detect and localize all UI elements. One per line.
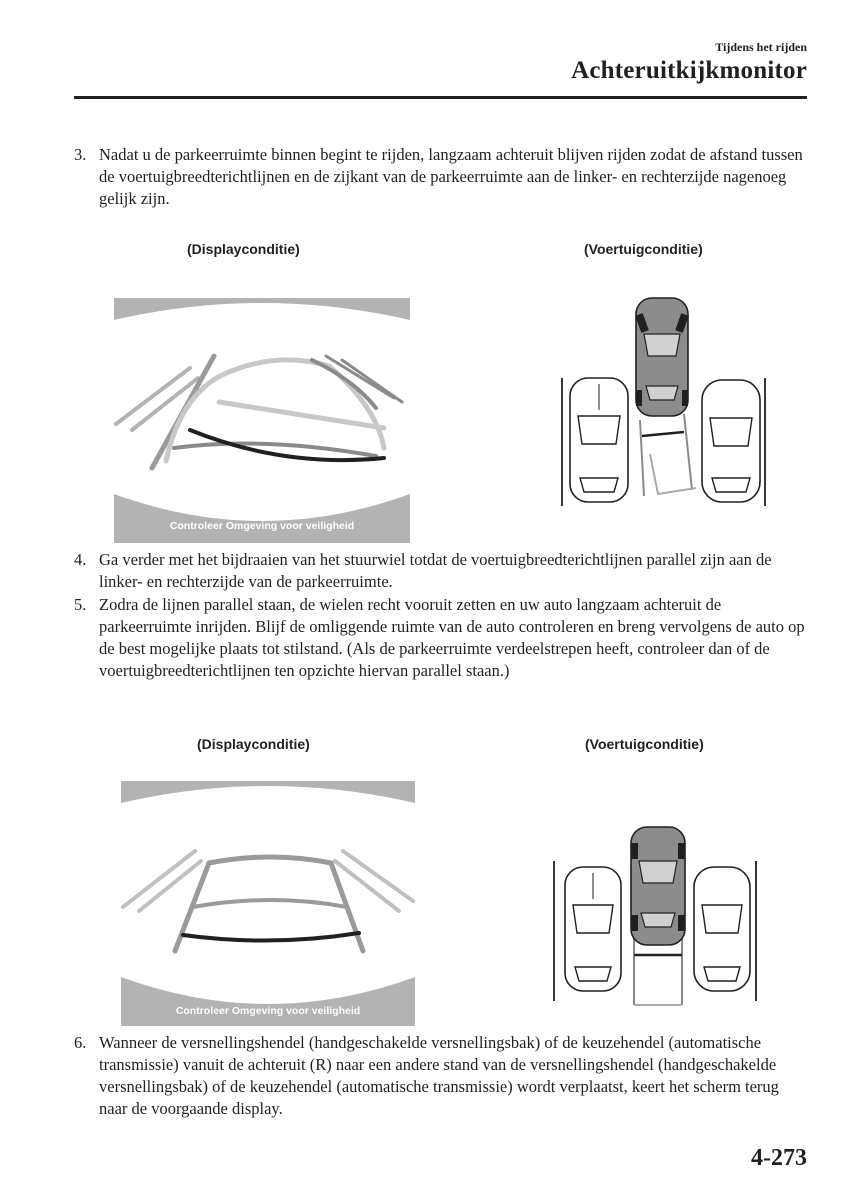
header-rule [74, 96, 807, 99]
vehicle-condition-illustration [548, 823, 778, 1008]
display-condition-caption: (Displayconditie) [197, 736, 310, 752]
step-number: 6. [74, 1033, 87, 1052]
screen-warning-text: Controleer Omgeving voor veiligheid [175, 1005, 361, 1017]
step-text: Ga verder met het bijdraaien van het stuurwiel totdat de voertuigbreedterichtlijnen parallel zijn aan de linker- en rechterzijde van de parkeerruimte. [99, 550, 772, 591]
step-number: 4. [74, 550, 87, 569]
screen-warning-text: Controleer Omgeving voor veiligheid [169, 520, 355, 532]
step-3 [74, 144, 809, 210]
parked-car-right [702, 380, 760, 502]
camera-display-illustration [121, 781, 415, 1026]
step-text: Zodra de lijnen parallel staan, de wielen recht vooruit zetten en uw auto langzaam achteruit de parkeerruimte inrijden. Blijf de omliggende ruimte van de auto controleren en breng vervolgens de auto op de best mogelijke plaats tot stilstand. (Als de parkeerruimte verdeelstrepen heeft, controleer dan of de voertuigbreedterichtlijnen ten opzichte hiervan parallel staan.) [99, 595, 805, 680]
step-text: Wanneer de versnellingshendel (handgeschakelde versnellingsbak) of de keuzehendel (automatische transmissie) vanuit de achteruit (R) naar een andere stand van de versnellingshendel (handgeschakelde versnellingsbak) of de keuzehendel (automatische transmissie) wordt verplaatst, keert het scherm terug naar de voorgaande display. [99, 1033, 779, 1118]
vehicle-condition-caption: (Voertuigconditie) [584, 241, 703, 257]
step-text: Nadat u de parkeerruimte binnen begint te rijden, langzaam achteruit blijven rijden zodat de afstand tussen de voertuigbreedterichtlijnen en de zijkant van de parkeerruimte aan de linker- en rechterzijde nagenoeg gelijk zijn. [99, 145, 803, 208]
parked-car-right [694, 867, 750, 991]
step-5 [74, 594, 809, 682]
vehicle-condition-illustration [548, 294, 778, 510]
page-title: Achteruitkijkmonitor [571, 57, 807, 84]
vehicle-condition-caption: (Voertuigconditie) [585, 736, 704, 752]
step-4 [74, 549, 809, 593]
parked-car-left [565, 867, 621, 991]
parked-car-left [570, 378, 628, 502]
reversing-car [631, 827, 685, 945]
step-number: 5. [74, 595, 87, 614]
step-number: 3. [74, 145, 87, 164]
section-label: Tijdens het rijden [715, 40, 807, 54]
display-condition-caption: (Displayconditie) [187, 241, 300, 257]
camera-display-illustration [114, 298, 410, 543]
step-6 [74, 1032, 809, 1120]
page-number: 4-273 [751, 1145, 807, 1171]
reversing-car [635, 298, 689, 416]
